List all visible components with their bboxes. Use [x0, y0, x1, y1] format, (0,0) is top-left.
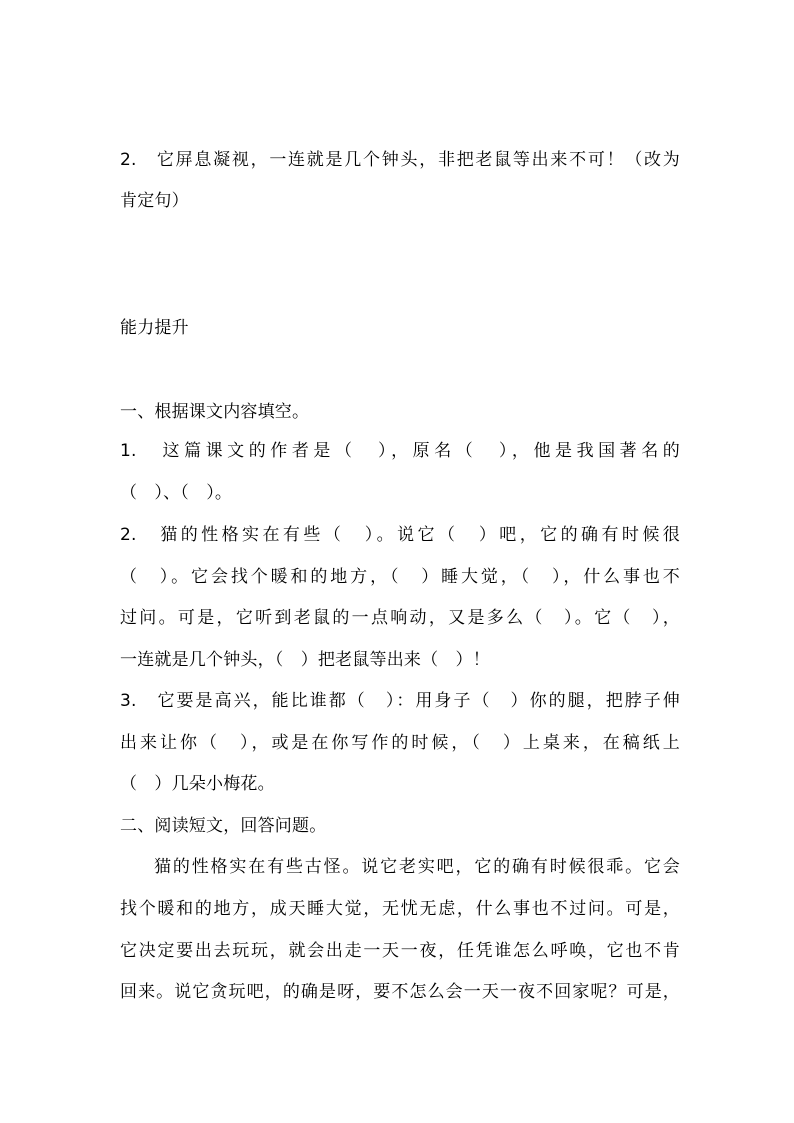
part-two-heading: 二、阅读短文，回答问题。: [120, 816, 327, 836]
question-2-rewrite-line-2: 肯定句）: [120, 191, 189, 211]
fill-2-line-2: （ ）。它会找个暖和的地方，（ ）睡大觉，（ ），什么事也不: [120, 567, 680, 587]
passage-line-2: 找个暖和的地方，成天睡大觉，无忧无虑，什么事也不过问。可是，: [120, 899, 680, 919]
passage-line-4: 回来。说它贪玩吧，的确是呀，要不怎么会一天一夜不回家呢？可是，: [120, 982, 680, 1002]
section-heading-ability: 能力提升: [120, 318, 189, 338]
fill-3-line-2: 出来让你（ ），或是在你写作的时候，（ ）上桌来，在稿纸上: [120, 733, 680, 753]
fill-2-line-4: 一连就是几个钟头，（ ）把老鼠等出来（ ）！: [120, 650, 490, 670]
fill-1-line-2: （ ）、（ ）。: [120, 483, 233, 503]
fill-2-line-3: 过问。可是，它听到老鼠的一点响动，又是多么（ ）。它（ ），: [120, 608, 680, 628]
passage-line-1: 猫的性格实在有些古怪。说它老实吧，它的确有时候很乖。它会: [154, 857, 680, 877]
fill-3-line-1: 3. 它要是高兴，能比谁都（ ）：用身子（ ）你的腿，把脖子伸: [120, 691, 680, 711]
fill-2-line-1: 2. 猫的性格实在有些（ ）。说它（ ）吧，它的确有时候很: [120, 525, 680, 545]
question-2-rewrite-line-1: 2. 它屏息凝视，一连就是几个钟头，非把老鼠等出来不可！（改为: [120, 150, 680, 170]
part-one-heading: 一、根据课文内容填空。: [120, 402, 310, 422]
fill-1-line-1: 1. 这篇课文的作者是（ ），原名（ ），他是我国著名的: [120, 441, 680, 461]
passage-line-3: 它决定要出去玩玩，就会出走一天一夜，任凭谁怎么呼唤，它也不肯: [120, 941, 680, 961]
fill-3-line-3: （ ）几朵小梅花。: [120, 774, 275, 794]
